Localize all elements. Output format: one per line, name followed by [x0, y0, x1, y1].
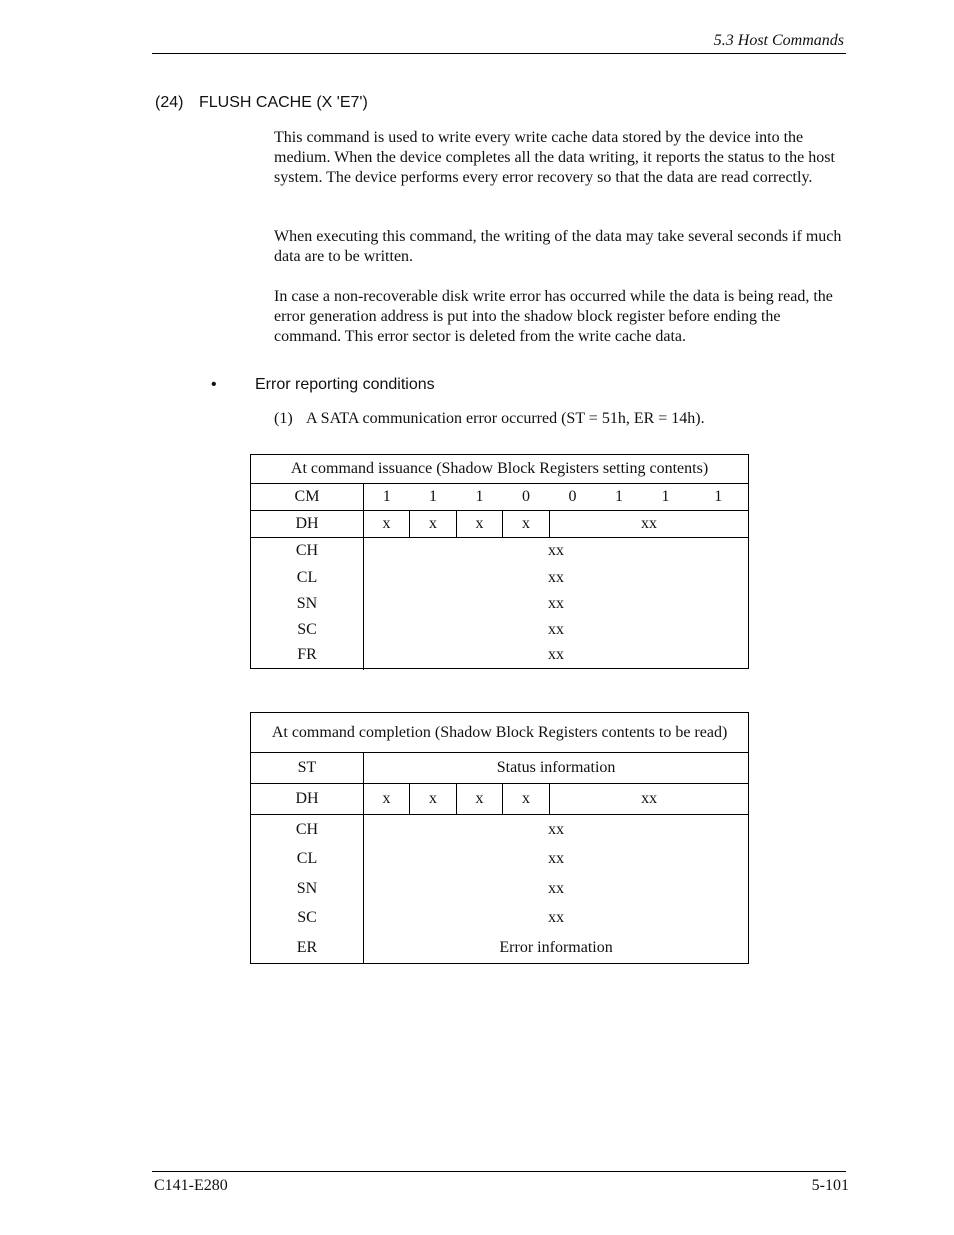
register-name-sn: SN — [251, 874, 364, 904]
paragraph-1: This command is used to write every write cache data stored by the device into the medium. When the device completes all the data writing, it reports the status to the host system. The device performs every error recovery so that the data are read correctly. — [274, 129, 835, 186]
paragraph-2: When executing this command, the writing of the data may take several seconds if much data are to be written. — [274, 228, 842, 265]
section-number: (24) — [155, 94, 184, 111]
dh-low-bits: xx — [550, 511, 749, 538]
condition-text: A SATA communication error occurred (ST = 51h, ER = 14h). — [306, 410, 705, 427]
register-name-sc: SC — [251, 904, 364, 933]
completion-register-table — [250, 712, 749, 964]
register-name-st: ST — [251, 753, 364, 784]
register-name-sn: SN — [251, 591, 364, 617]
completion-name-value-divider — [363, 815, 364, 963]
cm-bit-5: 1 — [457, 484, 503, 511]
paragraph-3: In case a non-recoverable disk write error has occurred while the data is being read, the error generation address is put into the shadow block register before ending the command. This error sector is deleted from the write cache data. — [274, 288, 833, 345]
register-name-fr: FR — [251, 643, 364, 669]
page-number: 5-101 — [811, 1177, 849, 1194]
dh-bit-6: x — [410, 511, 457, 538]
footer-rule — [152, 1171, 846, 1172]
register-name-ch: CH — [251, 815, 364, 845]
dh-bit-4: x — [503, 784, 550, 815]
register-name-sc: SC — [251, 617, 364, 643]
bullet-label: Error reporting conditions — [255, 376, 435, 393]
register-name-dh: DH — [251, 511, 364, 538]
register-value-er: Error information — [364, 933, 749, 964]
condition-number: (1) — [274, 410, 293, 427]
register-name-dh: DH — [251, 784, 364, 815]
completion-table-title: At command completion (Shadow Block Registers contents to be read) — [251, 713, 749, 753]
dh-bit-7: x — [364, 784, 410, 815]
register-name-ch: CH — [251, 538, 364, 565]
register-value-sn: xx — [364, 874, 749, 904]
cm-bit-2: 1 — [596, 484, 643, 511]
register-name-cm: CM — [251, 484, 364, 511]
register-value-fr: xx — [364, 643, 749, 669]
dh-bit-4: x — [503, 511, 550, 538]
error-condition — [274, 410, 705, 428]
cm-bit-7: 1 — [364, 484, 410, 511]
header-rule — [152, 53, 846, 54]
cm-bit-6: 1 — [410, 484, 457, 511]
dh-bit-6: x — [410, 784, 457, 815]
dh-bit-5: x — [457, 511, 503, 538]
cm-bit-1: 1 — [643, 484, 689, 511]
register-value-sn: xx — [364, 591, 749, 617]
register-name-cl: CL — [251, 845, 364, 874]
cm-bit-0: 1 — [689, 484, 749, 511]
document-id: C141-E280 — [154, 1177, 228, 1194]
issuance-table-title: At command issuance (Shadow Block Registers setting contents) — [251, 455, 749, 484]
section-title: FLUSH CACHE (X 'E7') — [199, 94, 368, 111]
register-value-cl: xx — [364, 845, 749, 874]
register-value-sc: xx — [364, 904, 749, 933]
register-value-sc: xx — [364, 617, 749, 643]
section-heading — [155, 94, 368, 112]
register-name-er: ER — [251, 933, 364, 964]
dh-bit-5: x — [457, 784, 503, 815]
cm-bit-4: 0 — [503, 484, 550, 511]
register-value-ch: xx — [364, 538, 749, 565]
register-value-ch: xx — [364, 815, 749, 845]
register-value-cl: xx — [364, 565, 749, 591]
bullet-symbol: • — [211, 376, 217, 393]
dh-low-bits: xx — [550, 784, 749, 815]
dh-bit-7: x — [364, 511, 410, 538]
register-value-st: Status information — [364, 753, 749, 784]
issuance-register-table — [250, 454, 749, 669]
cm-bit-3: 0 — [550, 484, 596, 511]
running-header: 5.3 Host Commands — [713, 32, 844, 49]
issuance-name-value-divider — [363, 537, 364, 670]
register-name-cl: CL — [251, 565, 364, 591]
